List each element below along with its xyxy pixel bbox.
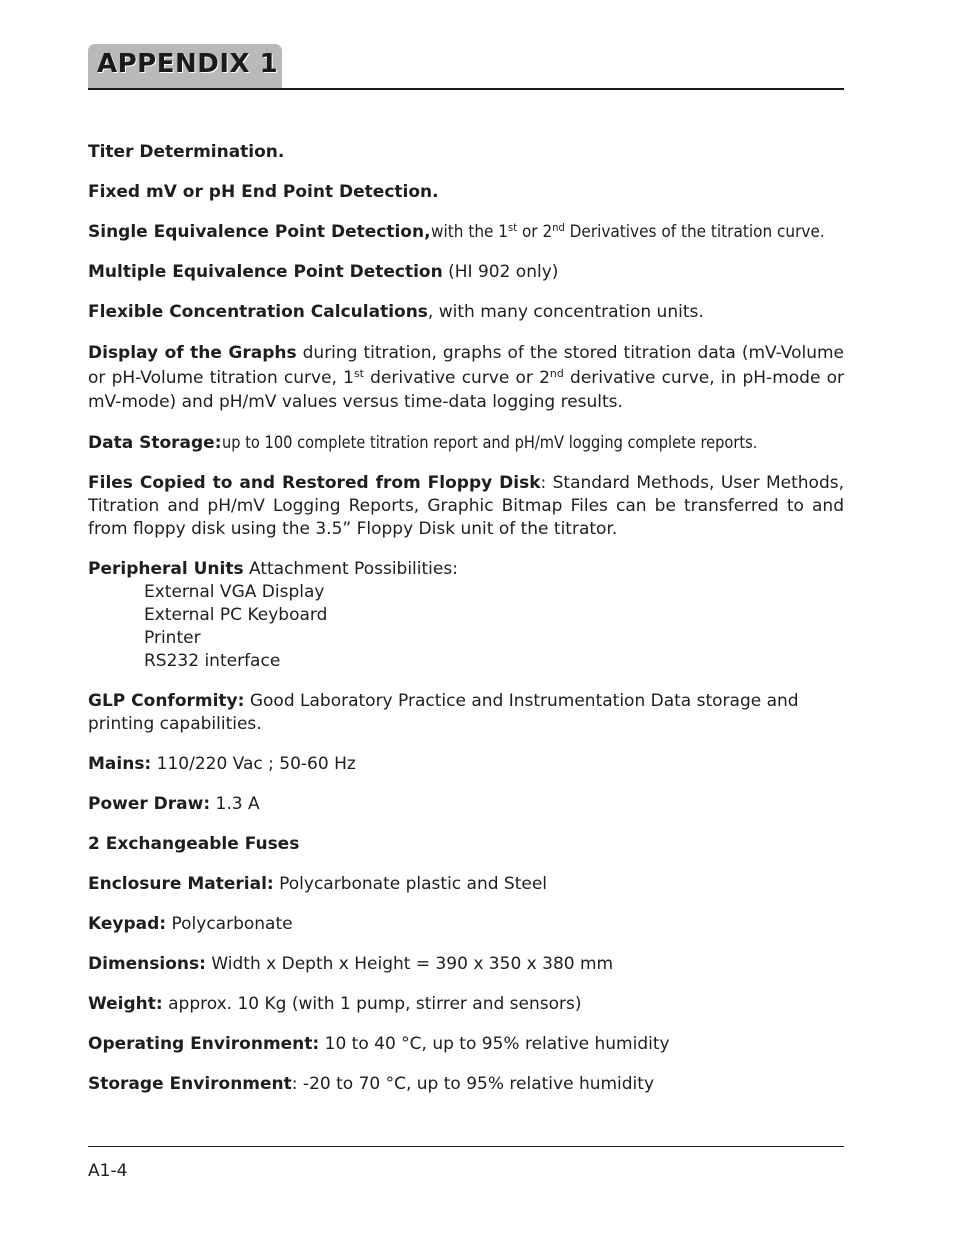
spec-floppy-files (88, 472, 844, 541)
page-title: APPENDIX 1 (97, 49, 279, 79)
appendix-header-tab (88, 44, 282, 88)
spec-label: Data Storage: (88, 432, 222, 453)
spec-text: with the 1 (430, 222, 508, 242)
spec-label: Single Equivalence Point Detection, (88, 222, 431, 242)
spec-operating-environment (88, 1033, 844, 1056)
spec-label: Enclosure Material: (88, 873, 274, 894)
spec-glp-conformity (88, 690, 844, 736)
spec-text: derivative curve, in pH-mode or mV-mode) and pH/mV values versus time-data logging results. (88, 367, 844, 412)
spec-fixed-endpoint (88, 181, 844, 204)
peripheral-list (88, 581, 844, 673)
spec-label: Storage Environment (88, 1073, 292, 1094)
spec-text: 110/220 Vac ; 50-60 Hz (151, 753, 356, 774)
spec-flexible-calculations (88, 301, 844, 324)
spec-label: 2 Exchangeable Fuses (88, 833, 300, 854)
spec-label: Titer Determination. (88, 142, 285, 162)
superscript: nd (549, 366, 564, 380)
footer-divider (88, 1146, 844, 1147)
spec-label: Peripheral Units (88, 558, 244, 579)
page-number: A1-4 (88, 1161, 128, 1181)
list-item: External VGA Display (144, 581, 325, 602)
spec-text: up to 100 complete titration report and pH/mV logging complete reports. (221, 432, 757, 453)
spec-peripheral-units (88, 558, 844, 673)
spec-text: approx. 10 Kg (with 1 pump, stirrer and sensors) (162, 993, 582, 1014)
spec-text: Polycarbonate (166, 913, 293, 934)
list-item: Printer (144, 627, 201, 648)
spec-text: Attachment Possibilities: (243, 558, 458, 579)
spec-label: Flexible Concentration Calculations (88, 302, 428, 322)
spec-text: or 2 (516, 222, 552, 242)
spec-keypad (88, 913, 844, 936)
superscript: st (353, 366, 364, 380)
spec-label: Keypad: (88, 913, 167, 934)
spec-text: (HI 902 only) (442, 262, 559, 282)
spec-text: , with many concentration units. (427, 302, 704, 322)
spec-list (88, 141, 844, 1113)
spec-label: Multiple Equivalence Point Detection (88, 262, 443, 282)
spec-multiple-equivalence (88, 261, 844, 284)
spec-data-storage (88, 432, 844, 455)
spec-label: Power Draw: (88, 793, 211, 814)
spec-text: Width x Depth x Height = 390 x 350 x 380 mm (205, 953, 614, 974)
spec-label: Weight: (88, 993, 163, 1014)
spec-text: : Standard Methods, User Methods, Titration and pH/mV Logging Reports, Graphic Bitmap Files can be transferred to and from floppy disk using the 3.5” Floppy Disk unit of the titrator. (88, 472, 844, 539)
list-item: External PC Keyboard (144, 604, 328, 625)
spec-label: Mains: (88, 753, 152, 774)
spec-text: Derivatives of the titration curve. (564, 222, 825, 242)
superscript: nd (551, 221, 565, 234)
spec-titer (88, 141, 844, 164)
spec-storage-environment (88, 1073, 844, 1096)
spec-label: Files Copied to and Restored from Floppy Disk (88, 472, 541, 493)
spec-label: Fixed mV or pH End Point Detection. (88, 182, 439, 202)
spec-power-draw (88, 793, 844, 816)
spec-dimensions (88, 953, 844, 976)
spec-text: 1.3 A (210, 793, 260, 814)
spec-text: Good Laboratory Practice and Instrumentation Data storage and printing capabilities. (88, 690, 799, 734)
spec-text: : -20 to 70 °C, up to 95% relative humidity (291, 1073, 655, 1094)
spec-display-graphs (88, 341, 844, 415)
spec-mains (88, 753, 844, 776)
header-divider (88, 88, 844, 90)
spec-enclosure (88, 873, 844, 896)
list-item: RS232 interface (144, 650, 281, 671)
spec-weight (88, 993, 844, 1016)
spec-text: during titration, graphs of the stored titration data (mV-Volume or pH-Volume titration curve, 1 (88, 343, 845, 388)
spec-fuses (88, 833, 844, 856)
spec-label: Dimensions: (88, 953, 206, 974)
spec-text: Polycarbonate plastic and Steel (273, 873, 548, 894)
spec-label: Display of the Graphs (88, 343, 297, 363)
spec-text: derivative curve or 2 (363, 367, 550, 388)
superscript: st (507, 221, 517, 234)
spec-single-equivalence (88, 221, 844, 244)
spec-text: 10 to 40 °C, up to 95% relative humidity (319, 1033, 670, 1054)
spec-label: Operating Environment: (88, 1033, 320, 1054)
spec-label: GLP Conformity: (88, 690, 245, 711)
